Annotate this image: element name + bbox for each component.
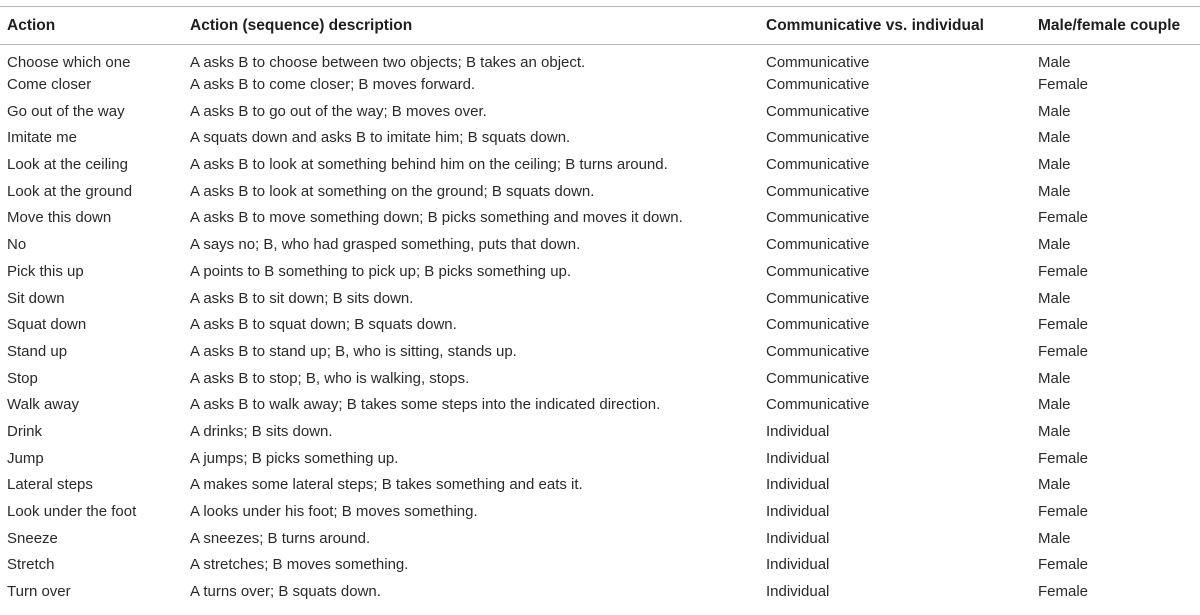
cell-description: A asks B to go out of the way; B moves over. — [190, 102, 487, 120]
table-row — [0, 445, 1200, 472]
cell-type: Individual — [766, 556, 830, 574]
cell-description: A says no; B, who had grasped something, puts that down. — [190, 236, 581, 254]
cell-type: Communicative — [766, 289, 870, 307]
cell-type: Communicative — [766, 369, 870, 387]
cell-description: A squats down and asks B to imitate him; B squats down. — [190, 129, 571, 147]
cell-type: Communicative — [766, 342, 870, 360]
cell-type: Individual — [766, 583, 830, 601]
cell-description: A turns over; B squats down. — [190, 583, 381, 601]
cell-description: A asks B to squat down; B squats down. — [190, 316, 457, 334]
table-row — [0, 578, 1200, 605]
cell-type: Individual — [766, 529, 830, 547]
cell-type: Communicative — [766, 209, 870, 227]
cell-description: A asks B to come closer; B moves forward. — [190, 76, 476, 94]
cell-action: No — [7, 236, 27, 254]
table-row — [0, 311, 1200, 338]
cell-couple: Female — [1038, 316, 1089, 334]
cell-couple: Male — [1038, 182, 1071, 200]
cell-action: Walk away — [7, 396, 79, 414]
cell-couple: Female — [1038, 503, 1089, 521]
header-row — [0, 7, 1200, 45]
cell-couple: Male — [1038, 102, 1071, 120]
cell-action: Come closer — [7, 76, 92, 94]
cell-couple: Female — [1038, 449, 1089, 467]
cell-description: A asks B to sit down; B sits down. — [190, 289, 414, 307]
cell-description: A makes some lateral steps; B takes something and eats it. — [190, 476, 583, 494]
actions-table — [0, 6, 1200, 605]
header-couple: Male/female couple — [1038, 7, 1200, 45]
cell-description: A drinks; B sits down. — [190, 422, 333, 440]
cell-action: Imitate me — [7, 129, 78, 147]
cell-type: Individual — [766, 422, 830, 440]
cell-couple: Male — [1038, 289, 1071, 307]
cell-type: Communicative — [766, 129, 870, 147]
cell-action: Drink — [7, 422, 43, 440]
cell-description: A asks B to look at something on the ground; B squats down. — [190, 182, 595, 200]
cell-couple: Female — [1038, 262, 1089, 280]
table-body — [0, 45, 1200, 605]
table-row — [0, 205, 1200, 232]
cell-action: Stop — [7, 369, 38, 387]
table-row — [0, 552, 1200, 579]
cell-type: Communicative — [766, 396, 870, 414]
table-row — [0, 285, 1200, 312]
cell-action: Sneeze — [7, 529, 58, 547]
header-action: Action — [0, 7, 190, 45]
cell-couple: Female — [1038, 76, 1089, 94]
cell-action: Look at the ceiling — [7, 156, 128, 174]
cell-action: Stand up — [7, 342, 68, 360]
table-row — [0, 178, 1200, 205]
cell-description: A points to B something to pick up; B picks something up. — [190, 262, 572, 280]
cell-couple: Male — [1038, 129, 1071, 147]
cell-type: Individual — [766, 476, 830, 494]
table-row — [0, 338, 1200, 365]
table-row — [0, 125, 1200, 152]
header-communicative-individual: Communicative vs. individual — [766, 7, 1038, 45]
table-row — [0, 365, 1200, 392]
cell-action: Move this down — [7, 209, 112, 227]
cell-couple: Male — [1038, 422, 1071, 440]
cell-description: A sneezes; B turns around. — [190, 529, 371, 547]
cell-couple: Male — [1038, 236, 1071, 254]
table-row — [0, 231, 1200, 258]
cell-action: Jump — [7, 449, 44, 467]
table-row — [0, 151, 1200, 178]
cell-description: A asks B to look at something behind him on the ceiling; B turns around. — [190, 156, 668, 174]
cell-couple: Male — [1038, 53, 1071, 71]
cell-description: A looks under his foot; B moves something. — [190, 503, 478, 521]
cell-action: Look at the ground — [7, 182, 133, 200]
cell-description: A asks B to stop; B, who is walking, stops. — [190, 369, 470, 387]
cell-action: Pick this up — [7, 262, 84, 280]
table-row — [0, 45, 1200, 72]
cell-type: Communicative — [766, 316, 870, 334]
cell-type: Individual — [766, 449, 830, 467]
cell-action: Turn over — [7, 583, 71, 601]
cell-action: Go out of the way — [7, 102, 125, 120]
cell-couple: Female — [1038, 209, 1089, 227]
cell-type: Communicative — [766, 236, 870, 254]
cell-type: Communicative — [766, 76, 870, 94]
cell-type: Communicative — [766, 262, 870, 280]
cell-type: Communicative — [766, 102, 870, 120]
cell-description: A stretches; B moves something. — [190, 556, 409, 574]
cell-action: Lateral steps — [7, 476, 93, 494]
table-header — [0, 7, 1200, 45]
cell-description: A asks B to stand up; B, who is sitting, stands up. — [190, 342, 517, 360]
cell-couple: Male — [1038, 156, 1071, 174]
cell-description: A asks B to walk away; B takes some steps into the indicated direction. — [190, 396, 661, 414]
cell-action: Look under the foot — [7, 503, 137, 521]
cell-couple: Male — [1038, 396, 1071, 414]
cell-type: Individual — [766, 503, 830, 521]
cell-couple: Male — [1038, 369, 1071, 387]
cell-type: Communicative — [766, 182, 870, 200]
cell-action: Sit down — [7, 289, 65, 307]
table-row — [0, 525, 1200, 552]
cell-type: Communicative — [766, 156, 870, 174]
cell-couple: Female — [1038, 342, 1089, 360]
cell-couple: Female — [1038, 556, 1089, 574]
cell-couple: Male — [1038, 476, 1071, 494]
header-description: Action (sequence) description — [190, 7, 766, 45]
cell-type: Communicative — [766, 53, 870, 71]
cell-action: Squat down — [7, 316, 87, 334]
table-row — [0, 71, 1200, 98]
cell-action: Stretch — [7, 556, 55, 574]
table-row — [0, 498, 1200, 525]
cell-couple: Female — [1038, 583, 1089, 601]
table-row — [0, 472, 1200, 499]
cell-description: A asks B to choose between two objects; B takes an object. — [190, 53, 586, 71]
table-row — [0, 418, 1200, 445]
table-row — [0, 98, 1200, 125]
cell-couple: Male — [1038, 529, 1071, 547]
table-row — [0, 391, 1200, 418]
cell-description: A asks B to move something down; B picks something and moves it down. — [190, 209, 683, 227]
table-row — [0, 258, 1200, 285]
cell-action: Choose which one — [7, 53, 131, 71]
cell-description: A jumps; B picks something up. — [190, 449, 399, 467]
